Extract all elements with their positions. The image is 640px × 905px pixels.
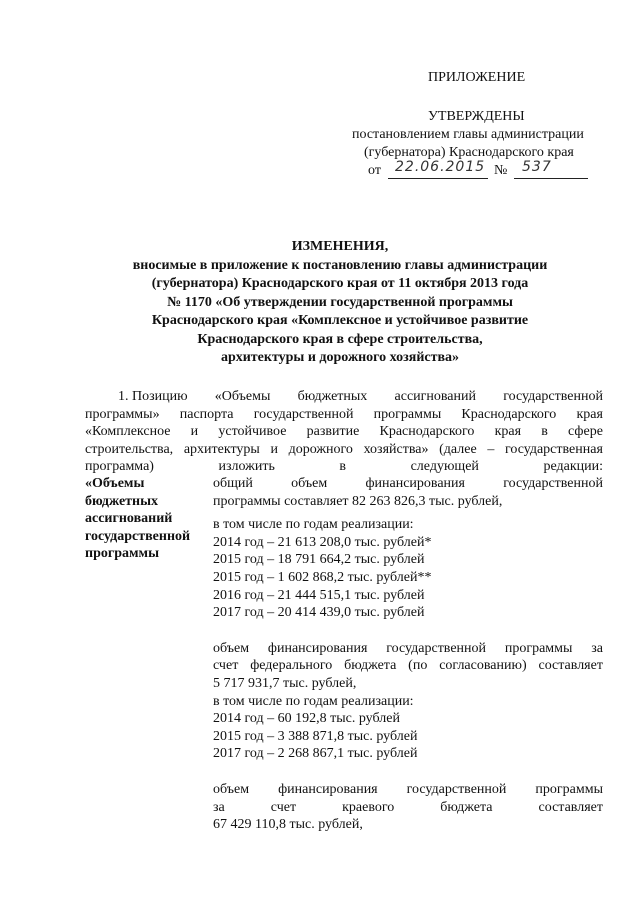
title-line-1: ИЗМЕНЕНИЯ, (291, 239, 389, 254)
word: «Объемы (214, 389, 271, 404)
title-line-5: Краснодарского края «Комплексное и устойчивое развитие (151, 313, 529, 328)
word: края (576, 406, 603, 422)
word: государственной (503, 476, 603, 491)
total-year-2016: 2016 год – 21 444 515,1 тыс. рублей (213, 587, 425, 603)
word: составляет (538, 658, 603, 674)
position-content (213, 475, 603, 834)
word: ассигнований (394, 389, 476, 404)
word: программы (535, 781, 603, 797)
word: 1. Позицию (118, 389, 188, 404)
word: государственной (406, 781, 507, 797)
word: общий (213, 476, 253, 491)
word: счет (213, 658, 239, 674)
word: составляет (538, 799, 603, 815)
word: в (541, 424, 548, 440)
word: государственной (253, 406, 354, 422)
paragraph-1-line-3 (85, 423, 603, 441)
word: финансирования (278, 781, 378, 797)
word: финансирования (267, 640, 368, 656)
date-underline (388, 178, 488, 179)
approved-label: УТВЕРЖДЕНЫ (428, 109, 525, 124)
federal-line-3: 5 717 931,7 тыс. рублей, (213, 675, 357, 691)
federal-line-2 (213, 657, 603, 675)
position-label-line-4: государственной (85, 528, 191, 544)
word: строительства, (85, 441, 174, 457)
approval-line-1: постановлением главы администрации (352, 127, 584, 142)
word: – (487, 441, 495, 457)
word: программы (504, 640, 573, 656)
word: государственной (503, 389, 603, 404)
paragraph-1-line-4 (85, 441, 603, 459)
word: программы» (85, 406, 160, 422)
word: бюджета (440, 799, 493, 815)
word: устойчивое (218, 424, 287, 440)
word: архитектуры (183, 441, 260, 457)
word: бюджетных (297, 389, 368, 404)
regional-line-1 (213, 781, 603, 799)
total-line-2: программы составляет 82 263 826,3 тыс. рублей, (213, 493, 503, 509)
word: федерального (250, 658, 333, 674)
word: края (494, 424, 522, 440)
total-year-2014: 2014 год – 21 613 208,0 тыс. рублей* (213, 534, 432, 550)
word: (далее (439, 441, 477, 457)
word: паспорта (179, 406, 234, 422)
appendix-label: ПРИЛОЖЕНИЕ (428, 70, 526, 85)
position-label-line-5: программы (85, 546, 159, 562)
position-label-line-2: бюджетных (85, 493, 159, 509)
federal-year-2017: 2017 год – 2 268 867,1 тыс. рублей (213, 746, 418, 762)
word: государственная (504, 441, 603, 457)
federal-year-2015: 2015 год – 3 388 871,8 тыс. рублей (213, 728, 418, 744)
word: объем (291, 476, 328, 491)
word: Краснодарского (461, 406, 557, 422)
federal-year-2014: 2014 год – 60 192,8 тыс. рублей (213, 711, 400, 727)
position-label (85, 475, 190, 563)
word: «Комплексное (85, 424, 171, 440)
number-label: № (494, 163, 508, 178)
word: за (591, 640, 603, 656)
word: и (190, 424, 199, 440)
paragraph-1 (85, 388, 603, 476)
paragraph-1-line-5: программа) изложить в следующей редакции: (85, 459, 603, 475)
word: согласованию) (439, 658, 527, 674)
word: бюджета (344, 658, 397, 674)
title-line-4: № 1170 «Об утверждении государственной программы (167, 294, 513, 310)
total-year-2015-extra: 2015 год – 1 602 868,2 тыс. рублей** (213, 569, 432, 585)
paragraph-1-line-1 (85, 388, 603, 406)
total-year-2017: 2017 год – 20 414 439,0 тыс. рублей (213, 605, 425, 621)
paragraph-1-line-2 (85, 406, 603, 424)
date-handwritten: 22.06.2015 (395, 159, 486, 175)
total-by-years: в том числе по годам реализации: (213, 517, 414, 533)
word: объем (213, 781, 250, 797)
federal-by-years: в том числе по годам реализации: (213, 693, 414, 709)
regional-line-3: 67 429 110,8 тыс. рублей, (213, 817, 363, 833)
word: развитие (306, 424, 360, 440)
word: дорожного (288, 441, 353, 457)
word: счет (270, 799, 297, 815)
word: краевого (342, 799, 395, 815)
title-line-7: архитектуры и дорожного хозяйства» (220, 350, 460, 365)
number-underline (514, 178, 588, 179)
word: Краснодарского (379, 424, 475, 440)
word: объем (213, 640, 250, 656)
word: программы (373, 406, 442, 422)
word: сфере (568, 424, 603, 440)
number-handwritten: 537 (522, 159, 552, 175)
position-label-line-1: «Объемы (85, 476, 145, 491)
position-label-line-3: ассигнований (85, 511, 173, 527)
word: хозяйства» (363, 441, 429, 457)
title-line-3: (губернатора) Краснодарского края от 11 октября 2013 года (151, 276, 529, 291)
word: и (270, 441, 278, 457)
total-line-1 (213, 475, 603, 493)
total-year-2015: 2015 год – 18 791 664,2 тыс. рублей (213, 552, 425, 568)
word: (по (408, 658, 428, 674)
word: государственной (386, 640, 487, 656)
approval-line-2: (губернатора) Краснодарского края (364, 145, 574, 160)
word: финансирования (365, 476, 465, 491)
regional-line-2 (213, 799, 603, 817)
title-line-2: вносимые в приложение к постановлению главы администрации (132, 257, 548, 273)
federal-line-1 (213, 640, 603, 658)
word: за (213, 799, 225, 815)
from-label: от (368, 163, 381, 178)
title-line-6: Краснодарского края в сфере строительства, (197, 331, 483, 347)
document-title (80, 238, 600, 368)
